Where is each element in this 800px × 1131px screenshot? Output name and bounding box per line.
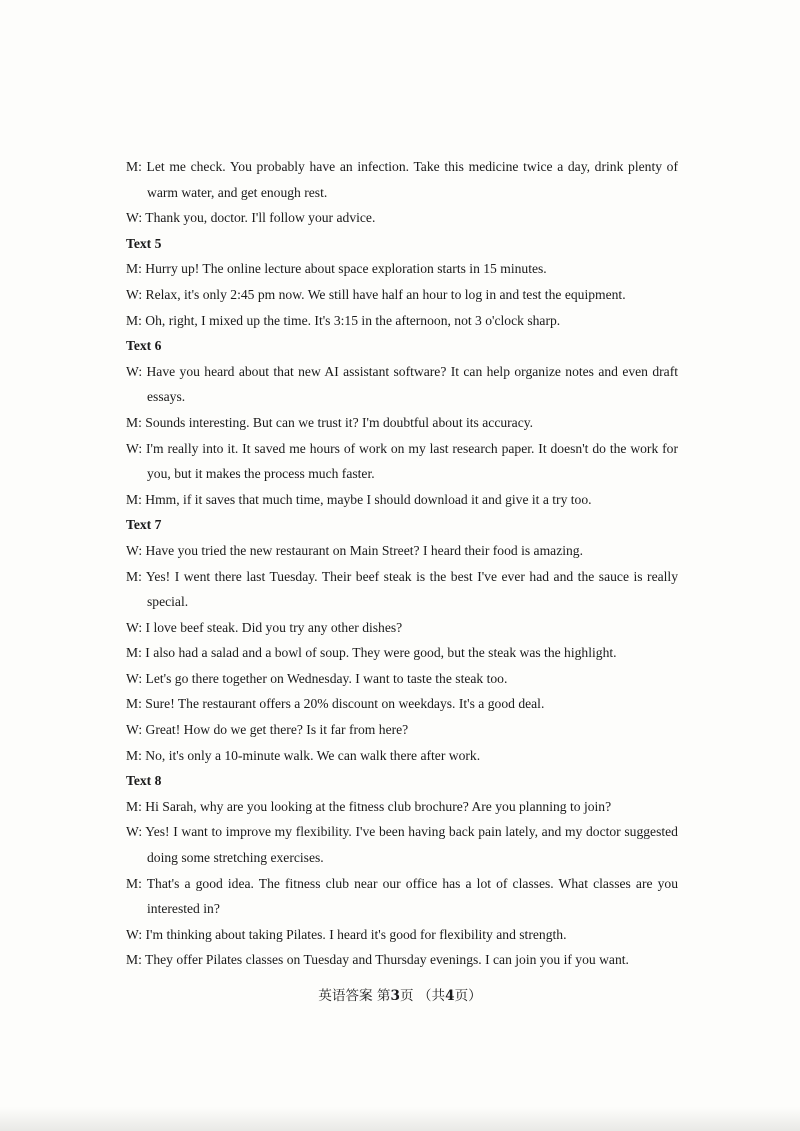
scan-edge — [0, 1107, 800, 1131]
section-heading: Text 6 — [126, 338, 162, 354]
dialogue-line — [126, 947, 678, 973]
dialogue-text: I'm really into it. It saved me hours of work on my last research paper. It doesn't do the work for you, but it makes the process much faster. — [146, 440, 679, 482]
dialogue-text: Hurry up! The online lecture about space exploration starts in 15 minutes. — [145, 261, 547, 277]
speaker-label: M: — [126, 798, 142, 814]
speaker-label: M: — [126, 645, 142, 661]
dialogue-line — [126, 794, 678, 820]
speaker-label: M: — [126, 414, 142, 430]
dialogue-text: That's a good idea. The fitness club near our office has a lot of classes. What classes are you interested in? — [146, 875, 678, 917]
dialogue-line — [126, 922, 678, 948]
speaker-label: M: — [126, 875, 142, 891]
dialogue-line — [126, 666, 678, 692]
transcript-body — [126, 154, 678, 973]
dialogue-text: Hmm, if it saves that much time, maybe I should download it and give it a try too. — [145, 491, 592, 507]
speaker-label: W: — [126, 440, 143, 456]
section-heading: Text 8 — [126, 773, 162, 789]
speaker-label: W: — [126, 210, 143, 226]
dialogue-line — [126, 359, 678, 410]
speaker-label: M: — [126, 491, 142, 507]
section-heading: Text 7 — [126, 517, 162, 533]
dialogue-line — [126, 154, 678, 205]
dialogue-line — [126, 256, 678, 282]
dialogue-text: Great! How do we get there? Is it far from here? — [145, 722, 409, 738]
dialogue-line — [126, 743, 678, 769]
dialogue-line — [126, 819, 678, 870]
section-heading: Text 5 — [126, 235, 162, 251]
speaker-label: W: — [126, 722, 143, 738]
dialogue-line — [126, 282, 678, 308]
dialogue-line — [126, 538, 678, 564]
dialogue-text: Oh, right, I mixed up the time. It's 3:15 in the afternoon, not 3 o'clock sharp. — [145, 312, 561, 328]
dialogue-line — [126, 717, 678, 743]
page-footer — [0, 986, 800, 1006]
speaker-label: M: — [126, 568, 142, 584]
dialogue-text: Relax, it's only 2:45 pm now. We still have half an hour to log in and test the equipment. — [145, 286, 626, 302]
speaker-label: W: — [126, 363, 143, 379]
dialogue-text: Yes! I went there last Tuesday. Their beef steak is the best I've ever had and the sauce is really special. — [145, 568, 678, 610]
dialogue-line — [126, 487, 678, 513]
dialogue-text: No, it's only a 10-minute walk. We can walk there after work. — [145, 747, 481, 763]
dialogue-text: I'm thinking about taking Pilates. I heard it's good for flexibility and strength. — [145, 926, 567, 942]
dialogue-line — [126, 436, 678, 487]
dialogue-text: Let's go there together on Wednesday. I want to taste the steak too. — [145, 670, 508, 686]
dialogue-text: Thank you, doctor. I'll follow your advice. — [145, 210, 376, 226]
footer-total-pages: 4 — [445, 988, 455, 1004]
dialogue-line — [126, 205, 678, 231]
dialogue-text: I also had a salad and a bowl of soup. They were good, but the steak was the highlight. — [145, 645, 617, 661]
footer-prefix: 英语答案 第 — [318, 988, 391, 1004]
dialogue-text: Have you tried the new restaurant on Main Street? I heard their food is amazing. — [145, 542, 584, 558]
speaker-label: M: — [126, 747, 142, 763]
speaker-label: M: — [126, 952, 142, 968]
dialogue-text: Let me check. You probably have an infection. Take this medicine twice a day, drink plenty of warm water, and get enough rest. — [146, 159, 678, 200]
speaker-label: M: — [126, 159, 142, 174]
dialogue-line — [126, 308, 678, 334]
dialogue-line — [126, 564, 678, 615]
dialogue-text: Sounds interesting. But can we trust it? I'm doubtful about its accuracy. — [145, 414, 534, 430]
dialogue-text: Yes! I want to improve my flexibility. I've been having back pain lately, and my doctor suggested doing some stretching exercises. — [145, 824, 678, 866]
speaker-label: W: — [126, 670, 143, 686]
speaker-label: W: — [126, 542, 143, 558]
footer-page-number: 3 — [390, 988, 400, 1004]
speaker-label: M: — [126, 696, 142, 712]
dialogue-line — [126, 871, 678, 922]
footer-suffix: 页） — [454, 988, 482, 1004]
speaker-label: W: — [126, 619, 143, 635]
dialogue-text: Have you heard about that new AI assistant software? It can help organize notes and even draft essays. — [146, 363, 679, 405]
dialogue-text: They offer Pilates classes on Tuesday and Thursday evenings. I can join you if you want. — [145, 952, 629, 968]
speaker-label: W: — [126, 926, 143, 942]
speaker-label: W: — [126, 824, 143, 840]
dialogue-line — [126, 410, 678, 436]
dialogue-line — [126, 691, 678, 717]
dialogue-text: Sure! The restaurant offers a 20% discount on weekdays. It's a good deal. — [145, 696, 545, 712]
speaker-label: W: — [126, 286, 143, 302]
dialogue-line — [126, 640, 678, 666]
footer-middle: 页 （共 — [400, 988, 446, 1004]
dialogue-text: Hi Sarah, why are you looking at the fitness club brochure? Are you planning to join? — [145, 798, 612, 814]
speaker-label: M: — [126, 261, 142, 277]
dialogue-line — [126, 615, 678, 641]
speaker-label: M: — [126, 312, 142, 328]
dialogue-text: I love beef steak. Did you try any other dishes? — [145, 619, 403, 635]
